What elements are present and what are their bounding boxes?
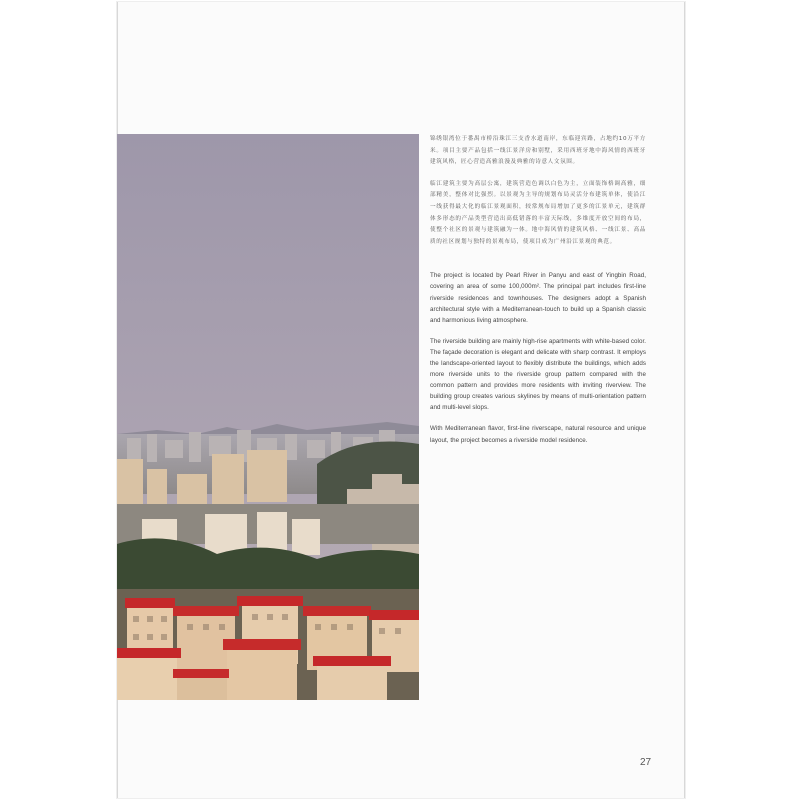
english-paragraph-1: The project is located by Pearl River in Panyu and east of Yingbin Road, covering an area of some 100,000m². The principal part includes first-line riverside residences and townhouses. The designers adopt a Spanish architectural style with a Mediterranean-touch to build up a Spanish classic and harmonious living atmosphere.: [430, 272, 646, 324]
text-column: [430, 134, 646, 456]
city-skyline-image: [117, 134, 419, 700]
chinese-paragraph-2: 临江建筑主要为高层公寓，建筑营造色调以白色为主，立面装饰格调高雅，细部精美，整体对比强烈。以景观为主导的规划布局灵活分布建筑单体，使沿江一线获得最大化的临江景观面积，较常规布局增加了更多的江景单元，建筑群体多形态的产品类型营造出高低错落的丰富天际线，多维度开放空间的布局，使整个社区的景观与建筑融为一体。地中海风情的建筑风格、一线江景、高品质的社区规划与独特的景观布局，使项目成为广州沿江景观的典范。: [430, 180, 646, 245]
city-photo: [117, 134, 419, 700]
english-paragraph-2: The riverside building are mainly high-rise apartments with white-based color. The façade decoration is elegant and delicate with sharp contrast. It employs the landscape-oriented layout to flexibly distribute the buildings, which adds more riverside units to the riverside group pattern compared with the common pattern and provides more residents with inviting riverview. The building group creates various skylines by means of multi-orientation pattern and multi-level slops.: [430, 337, 646, 412]
chinese-paragraph-1: 锦绣银湾位于番禺市桥沿珠江三支香水道南岸，东临迎宾路，占地约10万平方米。项目主要产品包括一线江景洋房和别墅，采用西班牙地中海风情的西班牙建筑风格，匠心营造高雅浪漫及典雅的诗意人文氛围。: [430, 136, 646, 166]
english-paragraph-3: With Mediterranean flavor, first-line riverscape, natural resource and unique layout, the project becomes a riverside model residence.: [430, 425, 646, 444]
page-number: 27: [640, 757, 652, 768]
